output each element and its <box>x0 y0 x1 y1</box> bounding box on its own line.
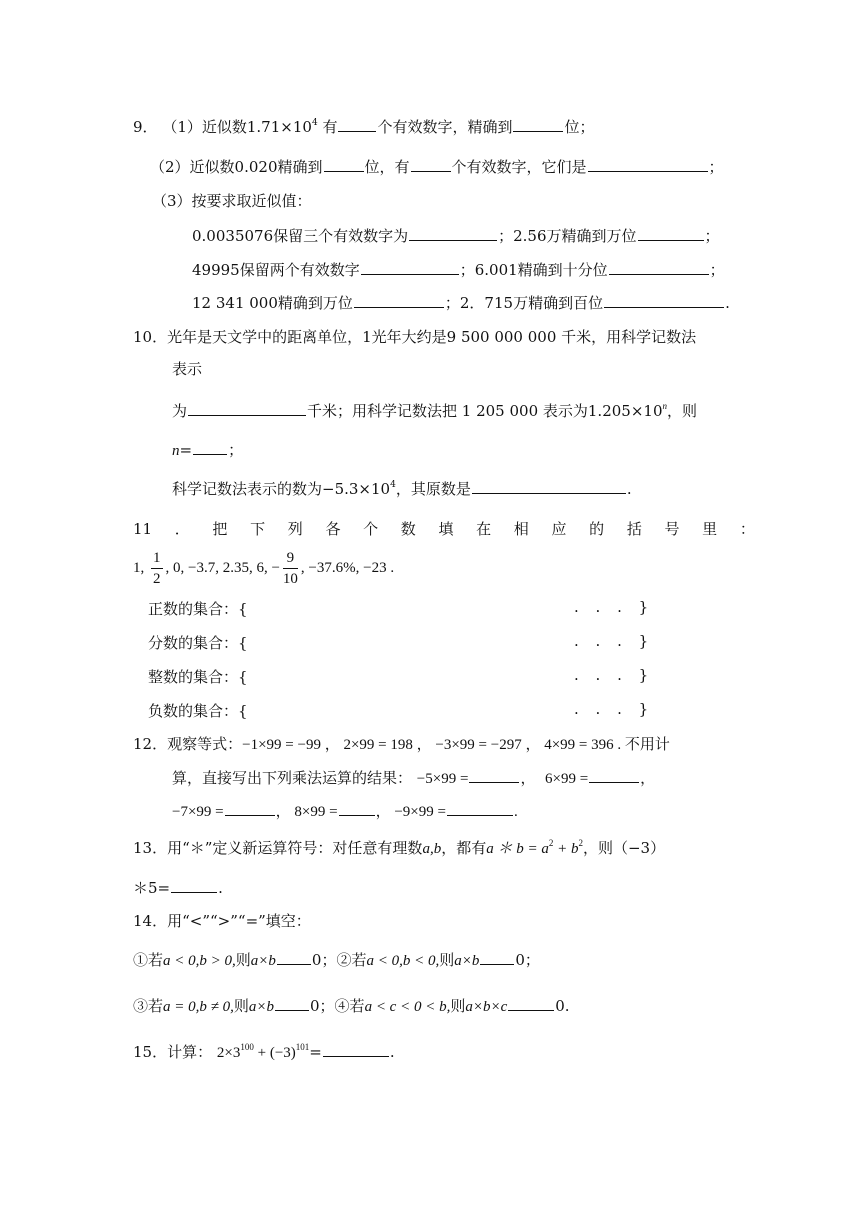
q14-line-1: 14．用“<”“>”“=”填空： <box>133 912 311 930</box>
q12-line-2: 算，直接写出下列乘法运算的结果： −5×99 = ， 6×99 = ， <box>172 769 656 787</box>
q9-line-4: 0.0035076保留三个有效数字为 ；2.56万精确到万位 ； <box>192 227 720 245</box>
q14-number: 14． <box>133 912 168 930</box>
q10-line-2: 表示 <box>172 360 203 378</box>
answer-blank[interactable] <box>589 768 639 783</box>
answer-blank[interactable] <box>411 157 451 172</box>
answer-blank[interactable] <box>188 401 306 416</box>
answer-blank[interactable] <box>277 950 311 965</box>
answer-blank[interactable] <box>193 440 227 455</box>
integer-set-label: 整数的集合：{ <box>148 668 248 686</box>
integer-set-answer[interactable] <box>267 666 557 686</box>
q10-line-5: 科学记数法表示的数为$-5.3\times 10^4$，其原数是 . <box>172 480 632 498</box>
fraction-set-label: 分数的集合：{ <box>148 634 248 652</box>
fraction-one-half: $\frac{1}{2}$ <box>153 550 161 588</box>
answer-blank[interactable] <box>338 117 376 132</box>
q9-line-6: 12 341 000精确到万位 ；2．715万精确到百位 . <box>192 294 730 312</box>
answer-blank[interactable] <box>354 293 444 308</box>
answer-blank[interactable] <box>480 950 514 965</box>
fraction-set-end: . . . } <box>574 632 655 650</box>
q9-line-5: 49995保留两个有效数字 ；6.001精确到十分位 ； <box>192 261 725 279</box>
q10-number: 10． <box>133 328 168 346</box>
q15-number: 15． <box>133 1043 168 1061</box>
q11-number: 11 <box>133 520 153 538</box>
q10-line-4: n= ； <box>172 441 244 459</box>
q11-line-1: 11 ． 把 下 列 各 个 数 填 在 相 应 的 括 号 里 ： <box>133 520 755 538</box>
answer-blank[interactable] <box>339 801 375 816</box>
negative-set-answer[interactable] <box>267 700 557 720</box>
answer-blank[interactable] <box>588 157 708 172</box>
answer-blank[interactable] <box>324 157 364 172</box>
answer-blank[interactable] <box>323 1042 389 1057</box>
q12-number: 12． <box>133 735 168 753</box>
q13-line-2: ＊5= . <box>133 879 223 897</box>
positive-set-label: 正数的集合：{ <box>148 600 248 618</box>
answer-blank[interactable] <box>469 768 519 783</box>
positive-set-end: . . . } <box>574 598 655 616</box>
answer-blank[interactable] <box>472 479 626 494</box>
positive-set-answer[interactable] <box>267 598 557 618</box>
q9-line-2: （2）近似数0.020精确到 位，有 个有效数字，它们是 ； <box>150 158 724 176</box>
q11-number-list: 1, $\frac{1}{2}$ , 0, −3.7, 2.35, 6, − $\frac{9}{10}$ , −37.6%, −23 . <box>133 550 395 588</box>
negative-set-end: . . . } <box>574 700 655 718</box>
answer-blank[interactable] <box>609 260 709 275</box>
q10-line-3: 为 千米；用科学记数法把 1 205 000 表示为$1.205\times 10^n$，则 <box>172 401 698 420</box>
fraction-set-answer[interactable] <box>267 632 557 652</box>
answer-blank[interactable] <box>275 996 309 1011</box>
answer-blank[interactable] <box>361 260 459 275</box>
q10-line-1: 10．光年是天文学中的距离单位，1光年大约是9 500 000 000 千米，用科学记数法 <box>133 328 697 346</box>
fraction-nine-tenths: $\frac{9}{10}$ <box>282 550 298 588</box>
answer-blank[interactable] <box>604 293 724 308</box>
q14-line-2: ①若a < 0,b > 0,则a×b 0；②若a < 0,b < 0,则a×b 0； <box>133 951 540 969</box>
q9-number: 9． <box>133 118 158 136</box>
q9-line-1: 9． （1）近似数$1.71\times 10^4$ 有 个有效数字，精确到 位； <box>133 118 595 136</box>
integer-set-end: . . . } <box>574 666 655 684</box>
negative-set-label: 负数的集合：{ <box>148 702 248 720</box>
q12-line-3: −7×99 = ， 8×99 = ， −9×99 = . <box>172 801 518 822</box>
q13-number: 13． <box>133 839 168 857</box>
answer-blank[interactable] <box>409 226 497 241</box>
answer-blank[interactable] <box>225 801 275 816</box>
answer-blank[interactable] <box>171 878 217 893</box>
q14-line-3: ③若a = 0,b ≠ 0,则a×b 0；④若a < c < 0 < b,则a×b×c 0. <box>133 997 570 1015</box>
answer-blank[interactable] <box>513 117 563 132</box>
q9-line-3: （3）按要求取近似值： <box>152 192 312 210</box>
q13-line-1: 13．用“＊”定义新运算符号：对任意有理数a,b，都有a ＊ $b = a^2 + b^2$，则（−3） <box>133 838 666 857</box>
answer-blank[interactable] <box>447 801 513 816</box>
answer-blank[interactable] <box>638 226 704 241</box>
q12-line-1: 12．观察等式：−1×99 = −99 ， 2×99 = 198 ， −3×99 = −297 ， 4×99 = 396 . 不用计 <box>133 735 670 753</box>
answer-blank[interactable] <box>508 996 554 1011</box>
q15-line-1: 15．计算： $2\times 3^{100} + (-3)^{101}=$ . <box>133 1042 395 1061</box>
